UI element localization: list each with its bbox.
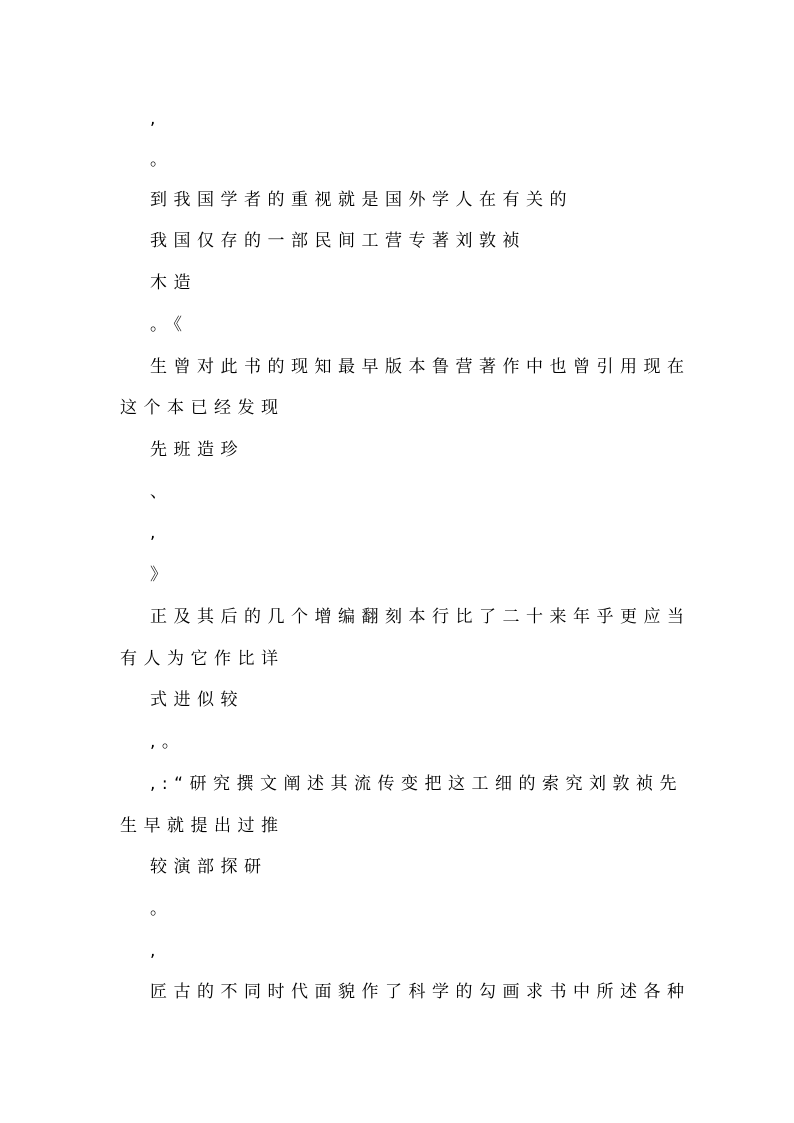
text-line: 生早就提出过推 [120,816,285,836]
text-line: 有人为它作比详 [120,649,285,669]
text-line: 。 [150,150,174,170]
text-line: 》 [150,565,174,585]
text-line: 较演部探研 [150,857,268,877]
text-line: 、 [150,482,174,502]
text-line: 这个本已经发现 [120,398,285,418]
text-line: 正及其后的几个增编翻刻本行比了二十来年乎更应当 [150,607,691,627]
text-line: 匠古的不同时代面貌作了科学的勾画求书中所述各种 [150,982,691,1002]
text-line: , [150,941,162,961]
text-line: , [150,109,162,129]
text-line: , [150,523,162,543]
text-line: 先班造珍 [150,440,244,460]
text-line: 我国仅存的一部民间工营专著刘敦祯 [150,231,526,251]
text-line: 生曾对此书的现知最早版本鲁营著作中也曾引用现在 [150,357,691,377]
text-line: 。 [150,899,174,919]
text-line: 到我国学者的重视就是国外学人在有关的 [150,190,573,210]
text-line: 。《 [150,315,189,335]
text-line: ,:“研究撰文阐述其流传变把这工细的索究刘敦祯先 [150,774,683,794]
text-line: ,。 [150,732,186,752]
text-line: 式进似较 [150,690,244,710]
text-line: 木造 [150,273,197,293]
